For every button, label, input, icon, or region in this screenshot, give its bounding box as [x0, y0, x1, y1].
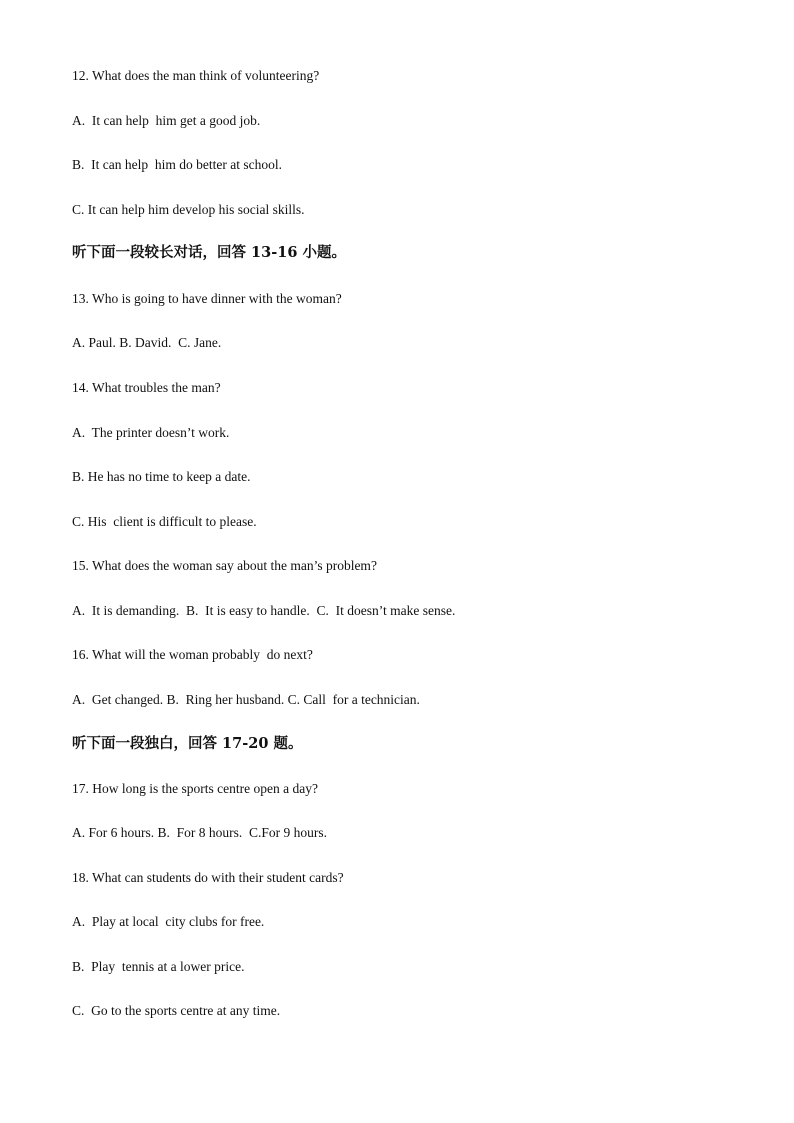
question-14-option-b: B. He has no time to keep a date.: [72, 469, 251, 484]
section-heading-17-20: 听下面一段独白，回答 17-20 题。: [72, 735, 303, 752]
question-18-text: 18. What can students do with their student cards?: [72, 870, 344, 885]
question-12-option-a: A. It can help him get a good job.: [72, 113, 261, 128]
question-18-option-b: B. Play tennis at a lower price.: [72, 959, 245, 974]
question-18-option-a: A. Play at local city clubs for free.: [72, 914, 265, 929]
question-13-options: A. Paul. B. David. C. Jane.: [72, 335, 222, 350]
question-17-text: 17. How long is the sports centre open a day?: [72, 781, 318, 796]
question-18-option-c: C. Go to the sports centre at any time.: [72, 1003, 281, 1018]
question-17-options: A. For 6 hours. B. For 8 hours. C.For 9 hours.: [72, 825, 328, 840]
question-14-text: 14. What troubles the man?: [72, 380, 221, 395]
question-15-options: A. It is demanding. B. It is easy to handle. C. It doesn’t make sense.: [72, 603, 456, 618]
question-14-option-c: C. His client is difficult to please.: [72, 514, 257, 529]
question-14-option-a: A. The printer doesn’t work.: [72, 425, 230, 440]
question-12-option-c: C. It can help him develop his social skills.: [72, 202, 305, 217]
question-12-option-b: B. It can help him do better at school.: [72, 157, 282, 172]
question-13-text: 13. Who is going to have dinner with the woman?: [72, 291, 342, 306]
question-15-text: 15. What does the woman say about the man’s problem?: [72, 558, 377, 573]
question-16-text: 16. What will the woman probably do next?: [72, 647, 313, 662]
question-12-text: 12. What does the man think of volunteering?: [72, 68, 320, 83]
question-16-options: A. Get changed. B. Ring her husband. C. Call for a technician.: [72, 692, 420, 707]
section-heading-13-16: 听下面一段较长对话，回答 13-16 小题。: [72, 244, 346, 261]
